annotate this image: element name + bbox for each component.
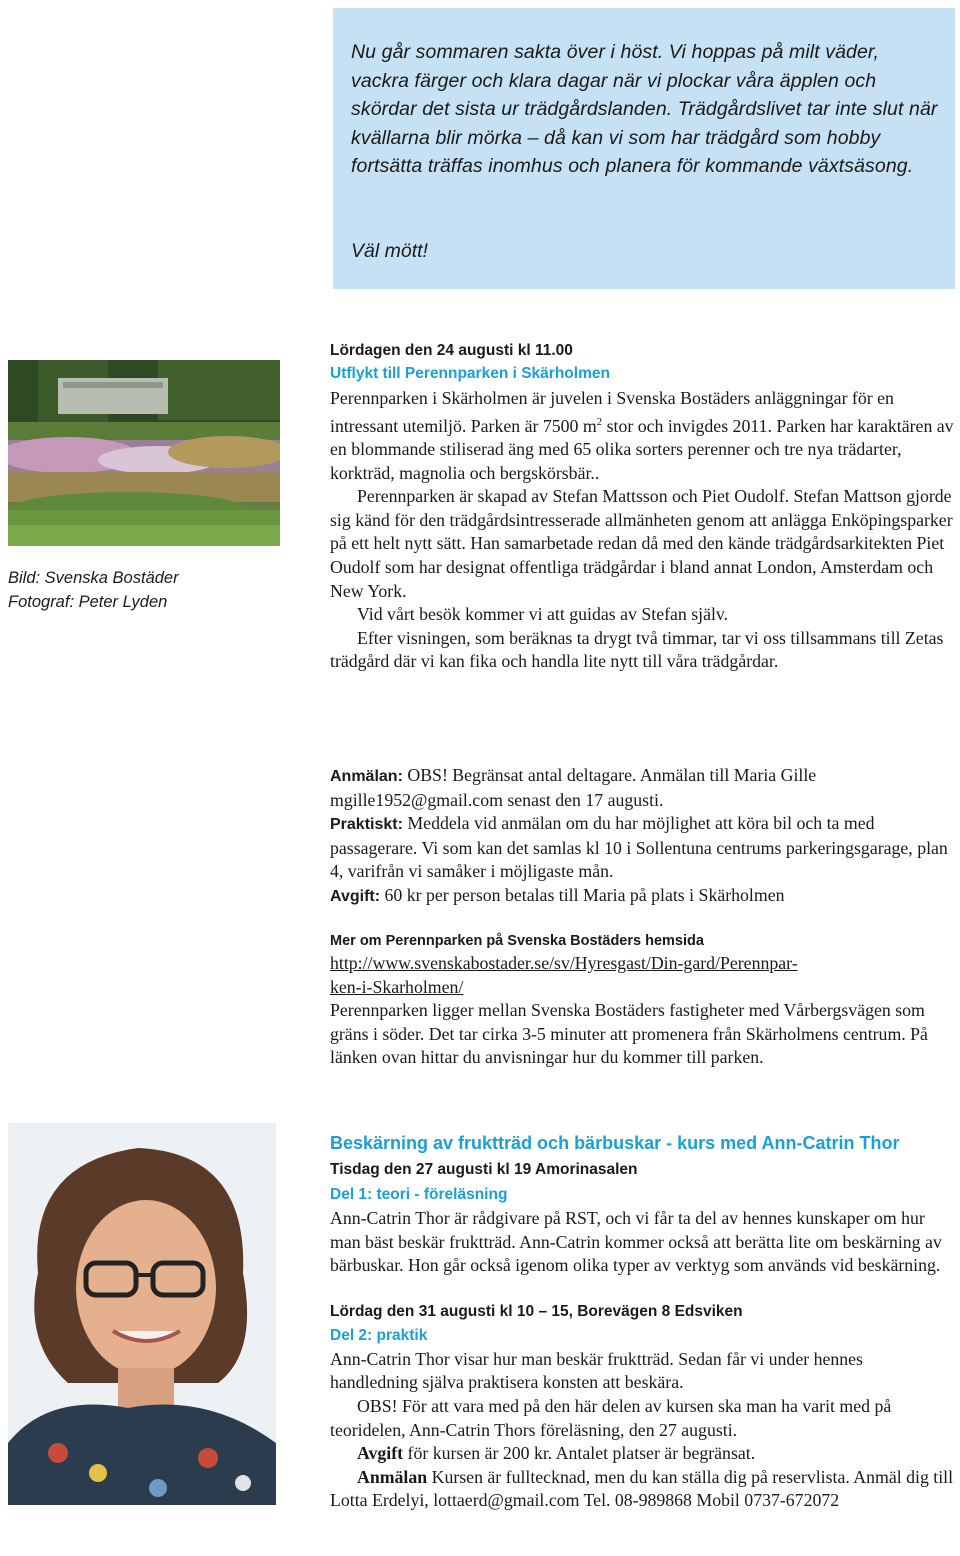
fee-label: Avgift: [330,887,381,905]
intro-box [333,8,955,289]
excursion-p1-sup: 2 [596,415,603,428]
park-link[interactable] [330,952,955,999]
course-fee-label: Avgift [357,1443,404,1464]
more-heading: Mer om Perennparken på Svenska Bostäders hemsida [330,933,704,949]
park-photo [8,360,280,546]
course-fee-text: för kursen är 200 kr. Antalet platser är begränsat. [403,1443,756,1464]
course-date-2: Lördag den 31 augusti kl 10 – 15, Borevägen 8 Edsviken [330,1302,743,1320]
intro-welcome: Väl mött! [351,240,428,262]
course-date-1: Tisdag den 27 augusti kl 19 Amorinasalen [330,1161,638,1178]
signup-paragraph [330,764,955,812]
signup-section [330,764,955,909]
excursion-p1-b: stor och invigdes 2011. Parken har karaktären av en blommande stiliserad äng med 65 olika sorters perenner och tre nya trädarter, korkträd, magnolia och bergskörsbär.. [330,415,954,483]
practical-label: Praktiskt: [330,816,403,834]
excursion-paragraph-1 [330,387,955,485]
photo-caption [8,566,179,614]
excursion-p1-a: Perennparken i Skärholmen är juvelen i Svenska Bostäders anläggningar för en intressant utemiljö. Parken är 7500 m [330,388,894,436]
fee-paragraph [330,884,955,909]
excursion-title: Utflykt till Perennparken i Skärholmen [330,365,610,382]
practical-text: Meddela vid anmälan om du har möjlighet att köra bil och ta med passagerare. Vi som kan det samlas kl 10 i Sollentuna centrums parkeringsgarage, plan 4, varifrån vi samåker i möjligaste mån. [330,813,948,882]
course-signup-paragraph [330,1466,955,1513]
park-link-line1: http://www.svenskabostader.se/sv/Hyresgast/Din-gard/Perennpar- [330,953,798,973]
course-section [330,1130,955,1513]
course-signup-label: Anmälan [357,1466,428,1487]
more-section [330,930,955,1070]
excursion-date: Lördagen den 24 augusti kl 11.00 [330,342,573,359]
excursion-section [330,340,955,674]
course-fee-paragraph [330,1442,955,1466]
course-paragraph-2: Ann-Catrin Thor visar hur man beskär fruktträd. Sedan får vi under hennes handledning själva praktisera konsten att beskära. [330,1348,863,1393]
portrait-photo-image [8,1123,276,1505]
more-text: Perennparken ligger mellan Svenska Bostäders fastigheter med Vårbergsvägen som gräns i söder. Det tar cirka 3-5 minuter att promenera från Skärholmens centrum. På länken ovan hittar du anvisningar hur du kommer till parken. [330,1000,928,1068]
portrait-photo [8,1123,276,1505]
course-title: Beskärning av fruktträd och bärbuskar - kurs med Ann-Catrin Thor [330,1133,900,1153]
intro-text: Nu går sommaren sakta över i höst. Vi hoppas på milt väder, vackra färger och klara dagar när vi plockar våra äpplen och skördar det sista ur trädgårdslanden. Trädgårdslivet tar inte slut när kvällarna blir mörka – då kan vi som har trädgård som hobby fortsätta träffas inomhus och planera för kommande växtsäsong. [351,41,938,178]
signup-text: OBS! Begränsat antal deltagare. Anmälan till Maria Gille mgille1952@gmail.com senast den 17 augusti. [330,765,817,810]
excursion-paragraph-2: Perennparken är skapad av Stefan Mattsson och Piet Oudolf. Stefan Mattson gjorde sig känd för den trädgårdsintresserade allmänheten genom att anlägga Enköpingsparker på ett helt nytt sätt. Han samarbetade redan då med den kände trädgårdsarkitekten Piet Oudolf som har designat offentliga trädgårdar i bland annat London, Amsterdam och New York. [330,486,953,601]
course-part-2: Del 2: praktik [330,1326,428,1344]
excursion-paragraph-4: Efter visningen, som beräknas ta drygt två timmar, tar vi oss tillsammans till Zetas trädgård där vi kan fika och handla lite nytt till våra trädgårdar. [330,627,944,672]
fee-text: 60 kr per person betalas till Maria på plats i Skärholmen [380,884,785,905]
signup-label: Anmälan: [330,768,403,785]
course-paragraph-1: Ann-Catrin Thor är rådgivare på RST, och vi får ta del av hennes kunskaper om hur man bäst beskär fruktträd. Ann-Catrin kommer också att berätta lite om beskärning av bärbuskar. Hon går också igenom olika typer av verktyg som används vid beskärning. [330,1208,942,1276]
practical-paragraph [330,812,955,884]
park-photo-image [8,360,280,546]
park-link-line2: ken-i-Skarholmen/ [330,976,464,997]
photo-caption-line2: Fotograf: Peter Lyden [8,593,168,611]
excursion-paragraph-3: Vid vårt besök kommer vi att guidas av Stefan själv. [357,604,729,625]
photo-caption-line1: Bild: Svenska Bostäder [8,569,179,587]
course-part-1: Del 1: teori - föreläsning [330,1186,508,1203]
course-signup-text: Kursen är fulltecknad, men du kan ställa dig på reservlista. Anmäl dig till Lotta Erdelyi, lottaerd@gmail.com Tel. 08-989868 Mobil 0737-672072 [330,1466,954,1511]
course-paragraph-3: OBS! För att vara med på den här delen av kursen ska man ha varit med på teoridelen, Ann-Catrin Thors föreläsning, den 27 augusti. [330,1395,892,1440]
